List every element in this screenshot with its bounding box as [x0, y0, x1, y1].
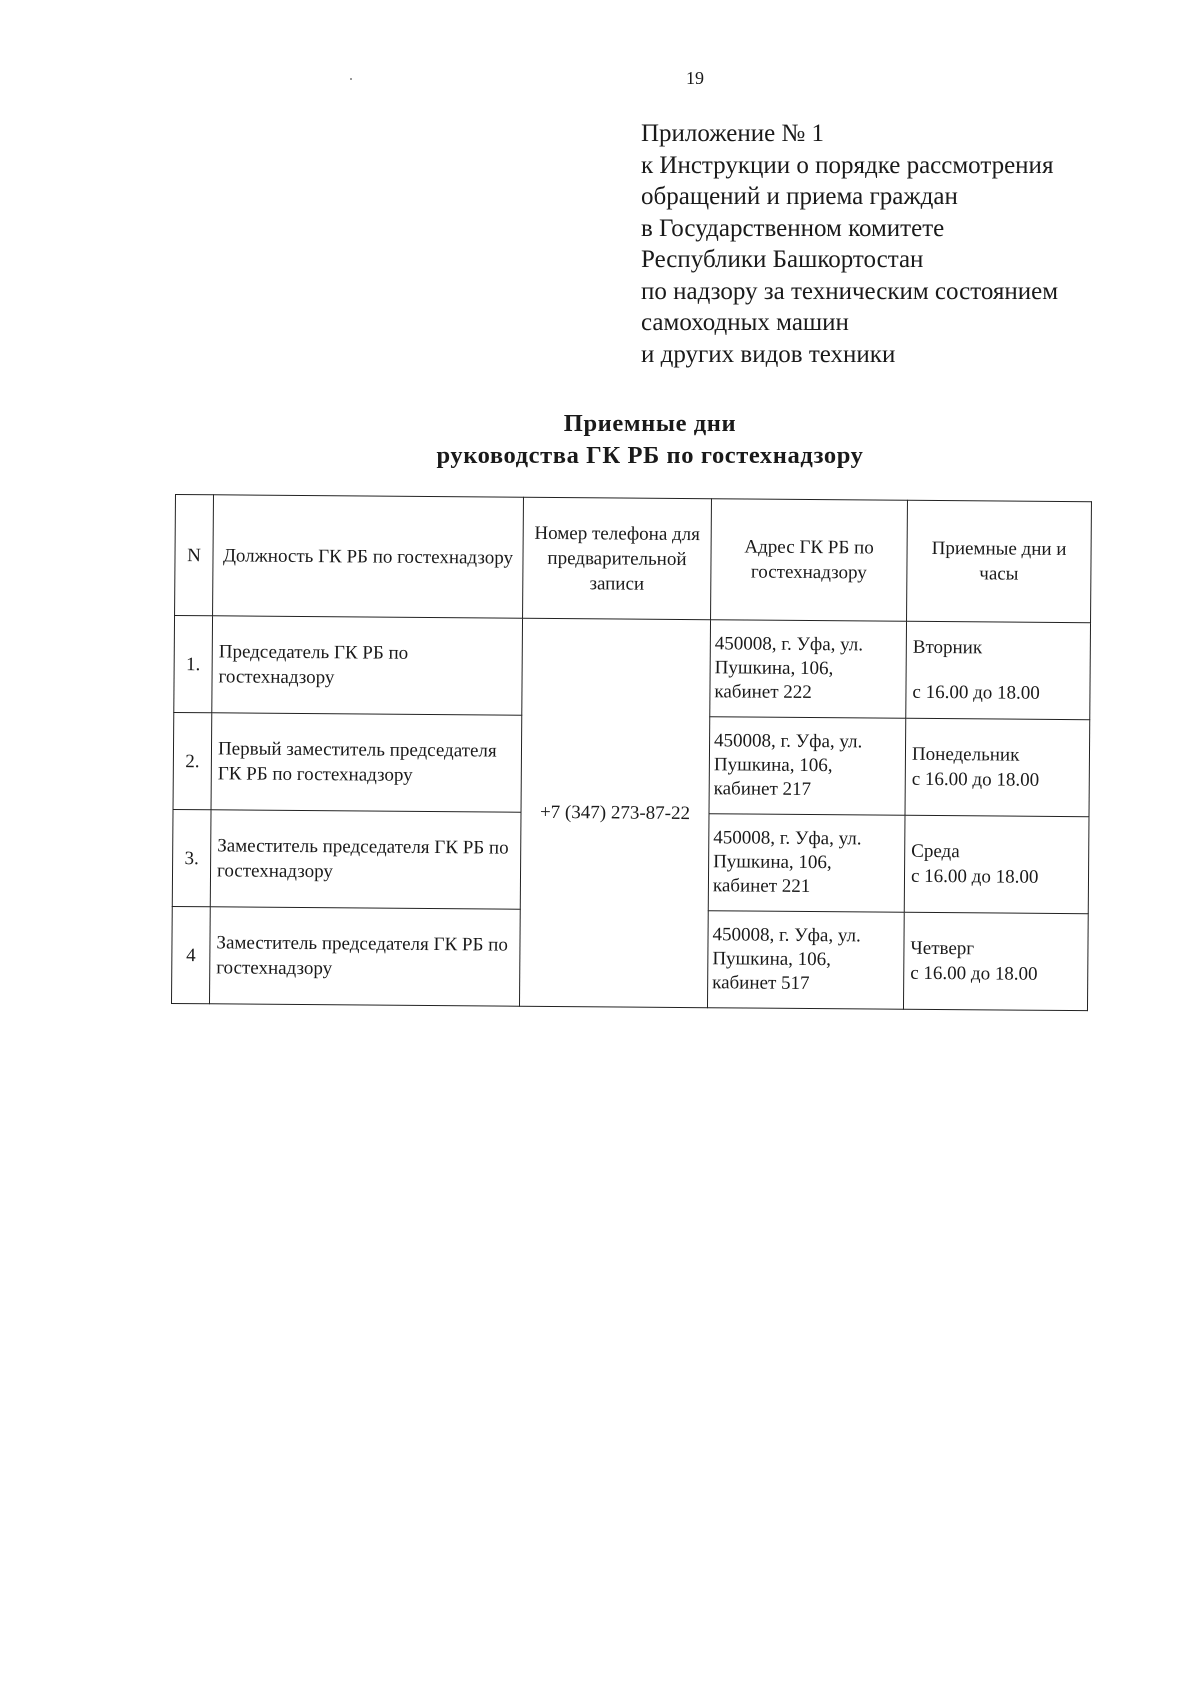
- table-row: [174, 616, 1091, 720]
- appendix-line: самоходных машин: [641, 309, 849, 336]
- document-title: [0, 408, 1200, 472]
- position-cell: Первый заместитель председателя ГК РБ по гостехнадзору: [211, 713, 522, 812]
- reception-hours: с 16.00 до 18.00: [910, 865, 1039, 888]
- appendix-line: Республики Башкортостан: [641, 246, 924, 273]
- reception-days-cell: [904, 815, 1089, 913]
- position-cell: Председатель ГК РБ по гостехнадзору: [212, 616, 523, 715]
- row-number: 3.: [172, 809, 211, 906]
- phone-cell: +7 (347) 273-87-22: [519, 618, 710, 1007]
- address-cell: 450008, г. Уфа, ул. Пушкина, 106, кабинет 221: [708, 814, 905, 913]
- address-cell: 450008, г. Уфа, ул. Пушкина, 106, кабинет 217: [709, 717, 906, 816]
- reception-day: Четверг: [910, 937, 975, 960]
- appendix-line: и других видов техники: [641, 340, 896, 368]
- reception-hours: с 16.00 до 18.00: [912, 681, 1040, 704]
- row-number: 1.: [174, 616, 213, 713]
- scan-speck: [350, 78, 352, 80]
- position-cell: Заместитель председателя ГК РБ по гостехнадзору: [209, 907, 520, 1006]
- header-reception-days: Приемные дни и часы: [907, 500, 1092, 622]
- reception-day: Вторник: [912, 636, 983, 659]
- reception-day: Понедельник: [911, 743, 1020, 766]
- header-address: Адрес ГК РБ по гостехнадзору: [711, 499, 908, 622]
- title-line-1: Приемные дни: [563, 410, 737, 437]
- row-number: 2.: [173, 712, 212, 809]
- address-cell: 450008, г. Уфа, ул. Пушкина, 106, кабинет 517: [707, 911, 904, 1010]
- header-phone: Номер телефона для предварительной записи: [523, 497, 712, 619]
- position-cell: Заместитель председателя ГК РБ по гостехнадзору: [210, 810, 521, 909]
- header-position: Должность ГК РБ по гостехнадзору: [213, 495, 524, 618]
- reception-hours: с 16.00 до 18.00: [911, 768, 1040, 791]
- reception-days-cell: [903, 912, 1088, 1010]
- appendix-line: по надзору за техническим состоянием: [641, 277, 1059, 305]
- row-number: 4: [171, 906, 210, 1003]
- reception-hours: с 16.00 до 18.00: [910, 962, 1038, 985]
- reception-days-cell: [905, 718, 1090, 816]
- appendix-block: [641, 118, 1058, 370]
- table-header-row: [175, 495, 1092, 623]
- reception-days-cell: [906, 621, 1091, 719]
- address-cell: 450008, г. Уфа, ул. Пушкина, 106, кабинет 222: [710, 620, 907, 719]
- reception-day: Среда: [911, 840, 960, 863]
- appendix-line: к Инструкции о порядке рассмотрения: [641, 151, 1054, 179]
- header-number: N: [175, 495, 214, 616]
- appendix-line: в Государственном комитете: [641, 214, 945, 242]
- reception-schedule-table: [171, 494, 1092, 1011]
- page-number: 19: [686, 68, 704, 88]
- appendix-line: обращений и приема граждан: [641, 183, 958, 210]
- appendix-line: Приложение № 1: [641, 120, 825, 147]
- title-line-2: руководства ГК РБ по гостехнадзору: [436, 442, 864, 469]
